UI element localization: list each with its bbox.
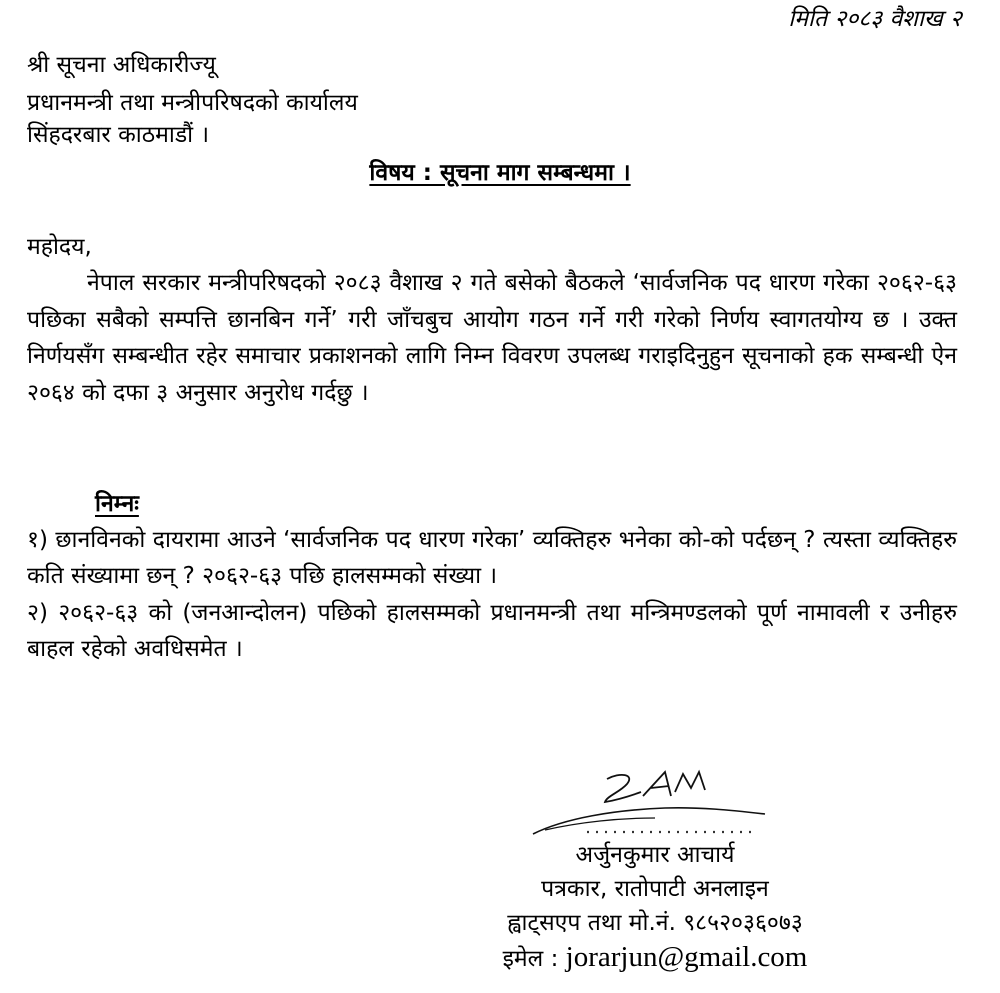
letter-subject: विषय : सूचना माग सम्बन्धमा । — [369, 160, 631, 186]
body-paragraph: नेपाल सरकार मन्त्रीपरिषदको २०८३ वैशाख २ गते बसेको बैठकले ‘सार्वजनिक पद धारण गरेका २०६२-६३ पछिका सबैको सम्पत्ति छानबिन गर्ने’ गरी जाँचबुच आयोग गठन गर्ने गरी गरेको निर्णय स्वागतयोग्य छ । उक्त निर्णयसँग सम्बन्धीत रहेर समाचार प्रकाशनको लागि निम्न विवरण उपलब्ध गराइदिनुहुन सूचनाको हक सम्बन्धी ऐन २०६४ को दफा ३ अनुसार अनुरोध गर्दछु । — [27, 270, 957, 406]
recipient-location: सिंहदरबार काठमाडौं । — [27, 122, 210, 148]
signatory-name: अर्जुनकुमार आचार्य — [575, 842, 735, 868]
letter-date: मिति २०८३ वैशाख २ — [788, 6, 962, 32]
list-item: १) छानविनको दायरामा आउने ‘सार्वजनिक पद धारण गरेका’ व्यक्तिहरु भनेका को-को पर्दछन् ? त्यस्ता व्यक्तिहरु कति संख्यामा छन् ? २०६२-६३ पछि हालसम्मको संख्या । — [27, 527, 957, 589]
signatory-title: पत्रकार, रातोपाटी अनलाइन — [541, 876, 769, 902]
recipient-title: श्री सूचना अधिकारीज्यू — [27, 52, 216, 78]
handwritten-signature — [525, 752, 795, 847]
list-item: २) २०६२-६३ को (जनआन्दोलन) पछिको हालसम्मको प्रधानमन्त्री तथा मन्त्रिमण्डलको पूर्ण नामावली र उनीहरु बाहल रहेको अवधिसमेत । — [27, 600, 957, 662]
signature-block — [440, 838, 870, 976]
signatory-phone: ह्वाट्सएप तथा मो.नं. ९८५२०३६०७३ — [507, 910, 803, 936]
recipient-office: प्रधानमन्त्री तथा मन्त्रीपरिषदको कार्यालय — [27, 90, 358, 116]
email-address: jorarjun@gmail.com — [565, 941, 808, 973]
signatory-email-line — [440, 940, 870, 976]
email-label: इमेल : — [502, 946, 559, 972]
list-heading: निम्नः — [95, 491, 139, 517]
salutation: महोदय, — [27, 234, 92, 260]
